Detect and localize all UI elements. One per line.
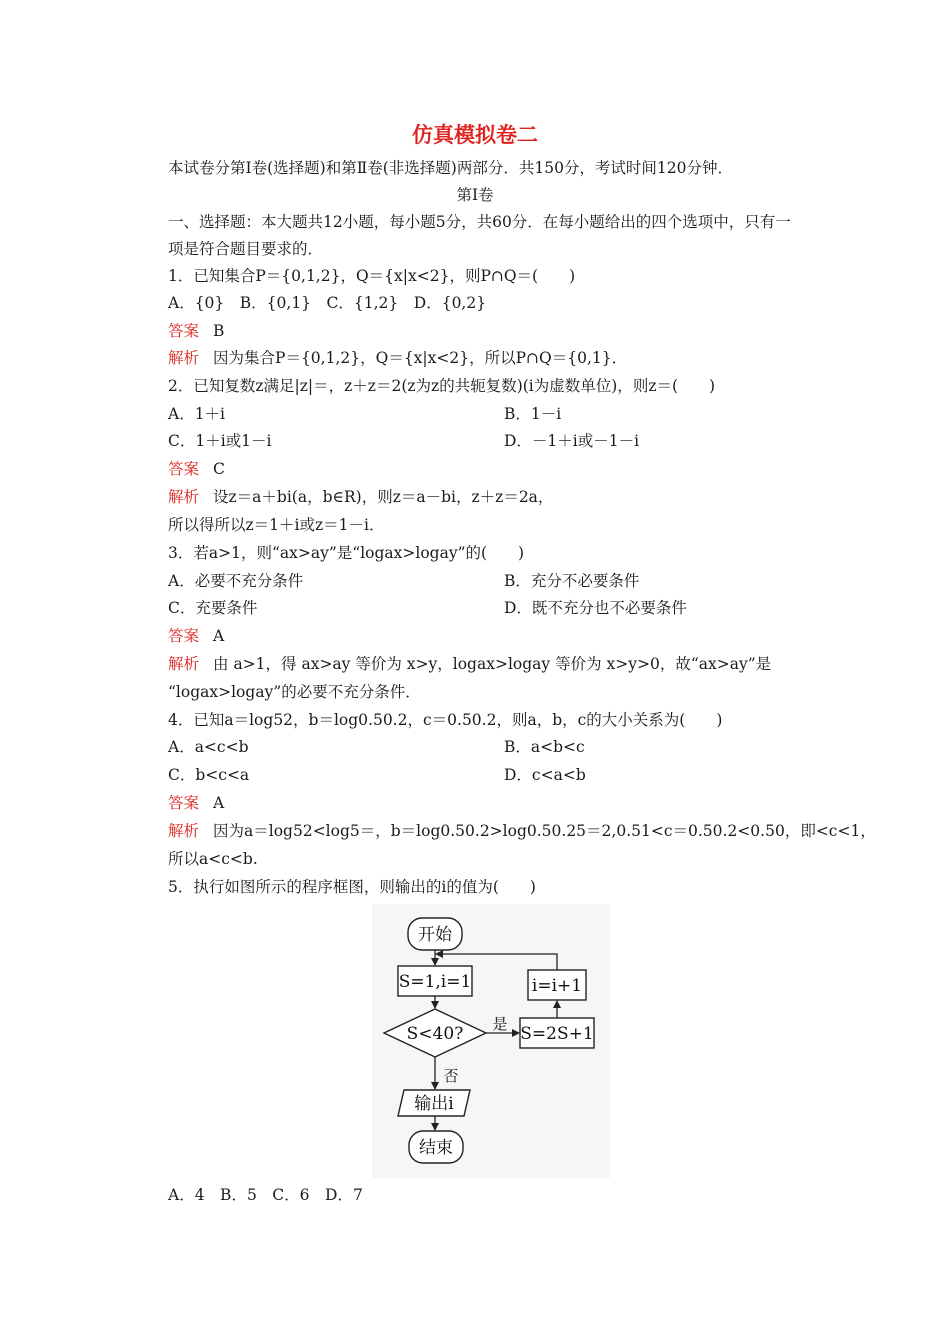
answer-tag: 答案 [168, 794, 200, 812]
q4-analysis-line-2: 所以a<c<b. [168, 850, 258, 868]
answer-tag: 答案 [168, 322, 200, 340]
q2-answer-value: C [213, 460, 225, 478]
q3-analysis-line-2: “logax>logay”的必要不充分条件． [168, 683, 421, 701]
output-label: 输出i [414, 1094, 454, 1114]
q2-analysis-line-2: 所以得所以z＝1＋i或z＝1－i． [168, 516, 385, 534]
q3-option-d: D．既不充分也不必要条件 [504, 599, 687, 617]
analysis-tag: 解析 [168, 655, 200, 673]
q1-analysis-text: 因为集合P＝{0,1,2}，Q＝{x|x<2}，所以P∩Q＝{0,1}． [213, 349, 628, 367]
init-label: S=1,i=1 [398, 972, 472, 992]
start-label: 开始 [418, 925, 452, 945]
q1-options: A．{0} B．{0,1} C．{1,2} D．{0,2} [168, 294, 487, 312]
analysis-tag: 解析 [168, 822, 200, 840]
q2-analysis [168, 487, 553, 507]
q2-option-c: C．1＋i或1－i [168, 432, 272, 450]
q2-analysis-text: 设z＝a＋bi(a，b∈R)，则z＝a－bi，z＋z＝2a， [213, 488, 554, 506]
q4-option-c: C．b<c<a [168, 766, 250, 784]
q3-answer [168, 626, 224, 646]
analysis-tag: 解析 [168, 349, 200, 367]
no-label: 否 [443, 1067, 459, 1085]
exam-intro: 本试卷分第Ⅰ卷(选择题)和第Ⅱ卷(非选择题)两部分．共150分，考试时间120分钟． [168, 159, 734, 177]
q3-option-a: A．必要不充分条件 [168, 572, 304, 590]
condition-label: S<40? [406, 1024, 464, 1044]
q3-stem: 3．若a>1，则“ax>ay”是“logax>logay”的( ) [168, 544, 525, 562]
page-title: 仿真模拟卷二 [412, 123, 538, 147]
section-heading: 第Ⅰ卷 [456, 186, 494, 204]
q1-stem: 1．已知集合P＝{0,1,2}，Q＝{x|x<2}，则P∩Q＝( ) [168, 267, 576, 285]
instruction-line-1: 一、选择题：本大题共12小题，每小题5分，共60分．在每小题给出的四个选项中，只有一 [168, 213, 791, 231]
q2-option-d: D．－1＋i或－1－i [504, 432, 640, 450]
q5-options: A．4 B．5 C．6 D．7 [168, 1186, 363, 1204]
q1-answer-value: B [213, 322, 225, 340]
q2-answer [168, 459, 225, 479]
q3-option-c: C．充要条件 [168, 599, 258, 617]
update-s-label: S=2S+1 [520, 1024, 594, 1044]
q3-answer-value: A [213, 627, 225, 645]
q4-analysis [168, 821, 876, 841]
update-i-label: i=i+1 [531, 976, 583, 996]
q2-option-b: B．1－i [504, 405, 562, 423]
q5-stem: 5．执行如图所示的程序框图，则输出的i的值为( ) [168, 878, 536, 896]
q4-option-b: B．a<b<c [504, 738, 585, 756]
q4-stem: 4．已知a＝log52，b＝log0.50.2，c＝0.50.2，则a，b，c的大小关系为( ) [168, 711, 723, 729]
q2-option-a: A．1＋i [168, 405, 226, 423]
q4-answer-value: A [213, 794, 225, 812]
q3-analysis-text: 由 a>1，得 ax>ay 等价为 x>y，logax>logay 等价为 x>y>0，故“ax>ay”是 [213, 655, 772, 673]
q1-answer [168, 321, 224, 341]
q3-analysis [168, 654, 771, 674]
q1-analysis [168, 348, 627, 368]
analysis-tag: 解析 [168, 488, 200, 506]
q4-option-a: A．a<c<b [168, 738, 249, 756]
q4-option-d: D．c<a<b [504, 766, 586, 784]
answer-tag: 答案 [168, 627, 200, 645]
q4-answer [168, 793, 224, 813]
answer-tag: 答案 [168, 460, 200, 478]
q3-option-b: B．充分不必要条件 [504, 572, 640, 590]
flowchart [372, 904, 610, 1178]
instruction-line-2: 项是符合题目要求的． [168, 240, 324, 258]
q4-analysis-text: 因为a＝log52<log5＝，b＝log0.50.2>log0.50.25＝2,0.51<c＝0.50.2<0.50，即<c<1， [213, 822, 876, 840]
yes-label: 是 [492, 1015, 508, 1033]
q2-stem: 2．已知复数z满足|z|＝，z＋z＝2(z为z的共轭复数)(i为虚数单位)，则z＝( ) [168, 377, 716, 395]
end-label: 结束 [419, 1138, 453, 1158]
